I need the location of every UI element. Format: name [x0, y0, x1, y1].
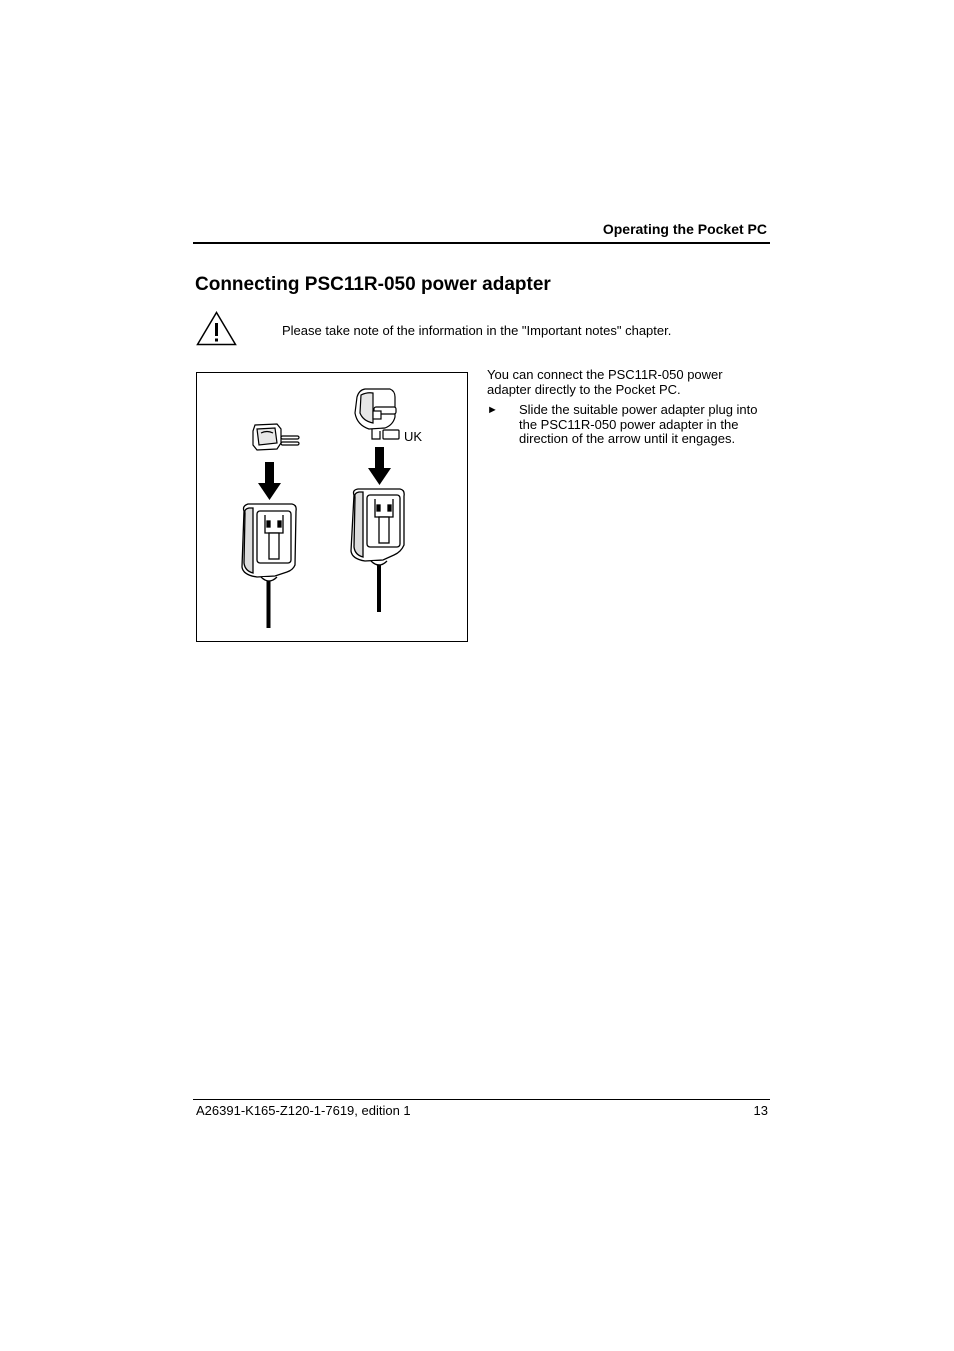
warning-triangle-icon: [196, 311, 237, 346]
uk-plug-label: UK: [404, 429, 423, 444]
cable-right: [377, 565, 381, 612]
insert-arrow-left: [258, 462, 281, 500]
page-number: 13: [753, 1103, 768, 1118]
cable-left: [267, 581, 271, 628]
warning-text: Please take note of the information in the "Important notes" chapter.: [282, 323, 672, 338]
step-bullet-icon: ►: [487, 404, 498, 416]
running-header: [193, 220, 770, 244]
uk-plug: [355, 389, 399, 439]
adapter-illustration: [197, 373, 468, 642]
page-footer: [193, 1099, 770, 1120]
power-adapter-right: [351, 489, 404, 565]
chapter-title: Operating the Pocket PC: [602, 221, 767, 237]
insert-arrow-right: [368, 447, 391, 485]
instruction-step: [487, 403, 767, 447]
document-id: A26391-K165-Z120-1-7619, edition 1: [196, 1103, 411, 1118]
step-text: Slide the suitable power adapter plug into the PSC11R-050 power adapter in the direction of the arrow until it engages.: [519, 402, 758, 446]
adapter-figure: [196, 372, 468, 642]
power-adapter-left: [242, 504, 296, 581]
intro-paragraph: You can connect the PSC11R-050 power adapter directly to the Pocket PC.: [487, 367, 723, 397]
section-title: Connecting PSC11R-050 power adapter: [195, 274, 551, 295]
euro-plug: [253, 424, 299, 450]
